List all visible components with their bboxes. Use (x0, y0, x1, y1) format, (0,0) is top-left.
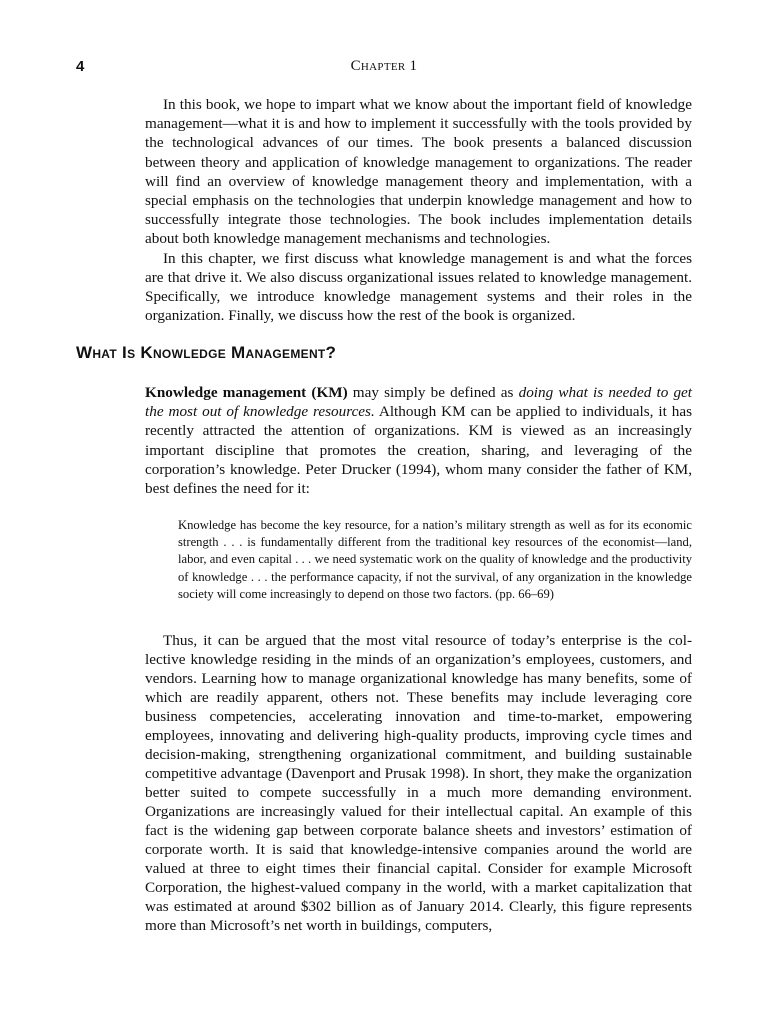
km-definition-emphasis: doing what is needed to get the most out of knowledge resources. (145, 384, 693, 421)
km-definition-lead: may simply be defined as (347, 384, 519, 401)
km-definition-rest: Although KM can be applied to individuals, it has recently attracted the attention of organizations. KM is viewed as an increasingly important discipline that promotes the creation, sharing, and leveraging of the corporation’s knowledge. Peter Drucker (1994), whom many consider the father of KM, best defines the need for it: (145, 403, 692, 498)
running-head: Chapter 1 (350, 58, 418, 74)
km-definition-paragraph (145, 383, 692, 498)
page-header (76, 58, 692, 78)
section-heading: What Is Knowledge Management? (76, 343, 337, 362)
body-section (145, 631, 692, 935)
intro-section (145, 95, 692, 325)
intro-paragraph-1: In this book, we hope to impart what we know about the important field of knowledge management—what it is and how to implement it successfully with the tools provided by the technological advances of our times. The book presents a balanced discussion between theory and application of knowledge management to organizations. The reader will find an overview of knowledge management theory and implementation, with a special emphasis on the technologies that underpin knowledge management and how to successfully integrate those technologies. The book includes implementation details about both knowledge management mechanisms and technologies. (145, 96, 692, 248)
page-number: 4 (76, 58, 85, 75)
km-definition-section (145, 383, 692, 498)
km-term: Knowledge management (KM) (145, 384, 348, 401)
intro-paragraph-2: In this chapter, we first discuss what knowledge management is and what the forces are that drive it. We also discuss organizational issues related to knowledge management. Specifically, we introduce knowledge management systems and their roles in the organization. Finally, we discuss how the rest of the book is organized. (145, 249, 692, 325)
drucker-quote: Knowledge has become the key resource, for a nation’s military strength as well as for its economic strength . . . is fundamentally different from the traditional key resources of the economist—land, labor, and even capital . . . we need systematic work on the quality of knowledge and the productivity of knowledge . . . the performance capacity, if not the survival, of any organization in the knowledge society will come increasingly to depend on those two factors. (pp. 66–69) (178, 518, 692, 601)
body-paragraph: Thus, it can be argued that the most vital resource of today’s enterprise is the collective knowledge residing in the minds of an organization’s employees, customers, and vendors. Learning how to manage organizational knowledge has many benefits, some of which are readily apparent, others not. These benefits may include leveraging core business competencies, accelerating innovation and time-to-market, empowering employees, innovating and delivering high-quality products, improving cycle times and decision-making, strengthening organizational commitment, and building sustainable competitive advantage (Davenport and Prusak 1998). In short, they make the organization better suited to compete successfully in a much more demanding environment. Organizations are increasingly valued for their intellectual capital. An example of this fact is the widening gap between corporate balance sheets and investors’ estimation of corporate worth. It is said that knowledge-intensive companies around the world are valued at three to eight times their financial capital. Consider for example Microsoft Corporation, the highest-valued company in the world, with a market capitalization that was estimated at around $302 billion as of January 2014. Clearly, this figure represents more than Microsoft’s net worth in buildings, computers, (145, 632, 692, 934)
